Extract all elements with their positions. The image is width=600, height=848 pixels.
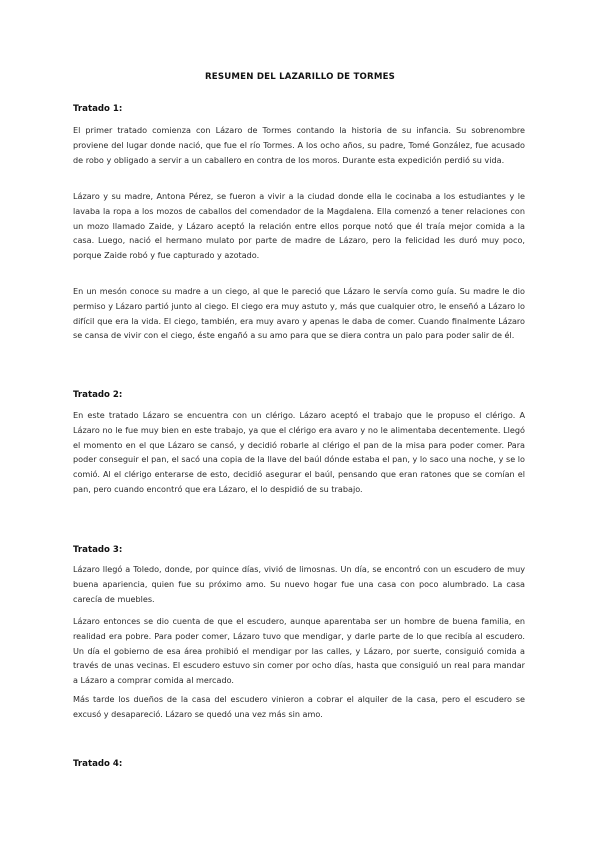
paragraph-tratado-1-1: El primer tratado comienza con Lázaro de Tormes contando la historia de su infancia. Su sobrenombre proviene del lugar donde nació, que fue el río Tormes. A los ocho años, su padre, Tomé González, fue acusado de robo y obligado a servir a un caballero en contra de los moros. Durante esta expedición perdió su vida. [73,125,525,165]
section-heading-tratado-1: Tratado 1: [73,104,123,114]
paragraph-tratado-2-1: En este tratado Lázaro se encuentra con un clérigo. Lázaro aceptó el trabajo que le propuso el clérigo. A Lázaro no le fue muy bien en este trabajo, ya que el clérigo era avaro y no le alimentaba decentemente. Llegó el momento en el que Lázaro se cansó, y decidió robarle al clérigo el pan de la misa para poder comer. Para poder conseguir el pan, el sacó una copia de la llave del baúl dónde estaba el pan, y lo saco una noche, y se lo comió. Al el clérigo enterarse de esto, decidió asegurar el baúl, pensando que eran ratones que se comían el pan, pero cuando encontró que era Lázaro, el lo despidió de su trabajo. [73,410,525,494]
paragraph-tratado-1-3: En un mesón conoce su madre a un ciego, al que le pareció que Lázaro le servía como guía. Su madre le dio permiso y Lázaro partió junto al ciego. El ciego era muy astuto y, más que cualquier otro, le enseñó a Lázaro lo difícil que era la vida. El ciego, también, era muy avaro y apenas le daba de comer. Cuando finalmente Lázaro se cansa de vivir con el ciego, éste engañó a su amo para que se diera contra un palo para poder salir de él. [73,286,525,341]
section-heading-tratado-2: Tratado 2: [73,390,123,400]
paragraph-tratado-3-1: Lázaro llegó a Toledo, donde, por quince días, vivió de limosnas. Un día, se encontró con un escudero de muy buena apariencia, quien fue su próximo amo. Su nuevo hogar fue una casa con poco alumbrado. La casa carecía de muebles. [73,564,525,604]
section-heading-tratado-3: Tratado 3: [73,545,123,555]
document-title: RESUMEN DEL LAZARILLO DE TORMES [204,72,396,82]
paragraph-tratado-1-2: Lázaro y su madre, Antona Pérez, se fueron a vivir a la ciudad donde ella le cocinaba a los estudiantes y le lavaba la ropa a los mozos de caballos del comendador de la Magdalena. Ella comenzó a tener relaciones con un mozo llamado Zaide, y Lázaro aceptó la relación entre ellos porque notó que él traía mejor comida a la casa. Luego, nació el hermano mulato por parte de madre de Lázaro, pero la felicidad les duró muy poco, porque Zaide robó y fue capturado y azotado. [73,191,525,261]
section-heading-tratado-4: Tratado 4: [73,759,123,769]
paragraph-tratado-3-3: Más tarde los dueños de la casa del escudero vinieron a cobrar el alquiler de la casa, pero el escudero se excusó y desapareció. Lázaro se quedó una vez más sin amo. [73,694,525,719]
paragraph-tratado-3-2: Lázaro entonces se dio cuenta de que el escudero, aunque aparentaba ser un hombre de buena familia, en realidad era pobre. Para poder comer, Lázaro tuvo que mendigar, y darle parte de lo que recibía al escudero. Un día el gobierno de esa área prohibió el mendigar por las calles, y Lázaro, por suerte, consiguió comida a través de unas vecinas. El escudero estuvo sin comer por ocho días, hasta que consiguió un real para mandar a Lázaro a comprar comida al mercado. [73,616,525,686]
